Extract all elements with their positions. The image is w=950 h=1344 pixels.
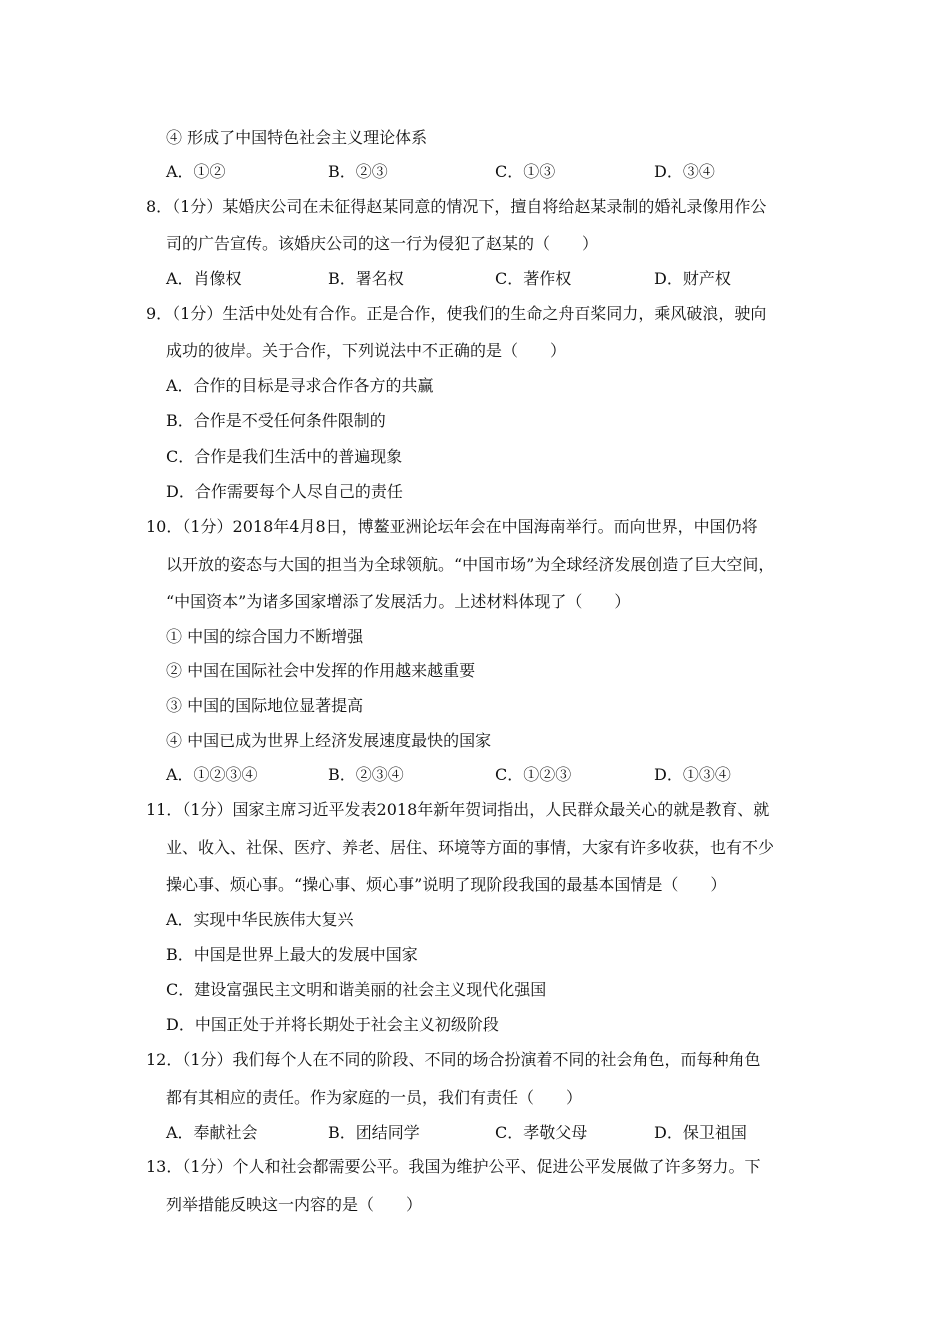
q13-stem-line-1: 13．（1分）个人和社会都需要公平。我国为维护公平、促进公平发展做了许多努力。下 — [146, 1157, 761, 1176]
q10-item-2: ② 中国在国际社会中发挥的作用越来越重要 — [166, 661, 476, 680]
q12-stem-line-1: 12．（1分）我们每个人在不同的阶段、不同的场合扮演着不同的社会角色，而每种角色 — [146, 1050, 761, 1069]
q9-stem-line-2: 成功的彼岸。关于合作，下列说法中不正确的是（ ） — [166, 341, 567, 360]
q7-item-4: ④ 形成了中国特色社会主义理论体系 — [166, 128, 428, 147]
q12-option-a: A．奉献社会 — [166, 1123, 258, 1142]
q11-stem-line-1: 11．（1分）国家主席习近平发表2018年新年贺词指出，人民群众最关心的就是教育、就 — [146, 800, 770, 819]
q11-stem-line-2: 业、收入、社保、医疗、养老、居住、环境等方面的事情，大家有许多收获，也有不少 — [166, 838, 775, 857]
q8-option-d: D．财产权 — [654, 269, 731, 288]
q12-option-d: D．保卫祖国 — [654, 1123, 747, 1142]
q12-stem-line-2: 都有其相应的责任。作为家庭的一员，我们有责任（ ） — [166, 1088, 583, 1107]
q10-option-a: A．①②③④ — [166, 765, 258, 784]
q7-option-a: A．①② — [166, 162, 226, 181]
q7-option-c: C．①③ — [495, 162, 556, 181]
q10-stem-line-1: 10．（1分）2018年4月8日，博鳌亚洲论坛年会在中国海南举行。而向世界，中国仍将 — [146, 517, 758, 536]
q10-item-1: ① 中国的综合国力不断增强 — [166, 627, 364, 646]
q10-stem-line-2: 以开放的姿态与大国的担当为全球领航。“中国市场”为全球经济发展创造了巨大空间， — [166, 555, 775, 574]
q9-option-b: B．合作是不受任何条件限制的 — [166, 411, 386, 430]
q9-stem-line-1: 9．（1分）生活中处处有合作。正是合作，使我们的生命之舟百桨同力，乘风破浪，驶向 — [146, 304, 767, 323]
q10-item-4: ④ 中国已成为世界上经济发展速度最快的国家 — [166, 731, 492, 750]
q11-option-a: A．实现中华民族伟大复兴 — [166, 910, 354, 929]
q7-option-b: B．②③ — [328, 162, 388, 181]
q11-option-c: C．建设富强民主文明和谐美丽的社会主义现代化强国 — [166, 980, 547, 999]
q10-option-b: B．②③④ — [328, 765, 404, 784]
q12-option-b: B．团结同学 — [328, 1123, 420, 1142]
q10-option-d: D．①③④ — [654, 765, 731, 784]
q10-stem-line-3: “中国资本”为诸多国家增添了发展活力。上述材料体现了（ ） — [166, 592, 631, 611]
q12-option-c: C．孝敬父母 — [495, 1123, 588, 1142]
q11-option-b: B．中国是世界上最大的发展中国家 — [166, 945, 418, 964]
q10-item-3: ③ 中国的国际地位显著提高 — [166, 696, 364, 715]
q9-option-c: C．合作是我们生活中的普遍现象 — [166, 447, 403, 466]
q8-option-b: B．署名权 — [328, 269, 404, 288]
q8-option-c: C．著作权 — [495, 269, 572, 288]
q9-option-d: D．合作需要每个人尽自己的责任 — [166, 482, 403, 501]
q13-stem-line-2: 列举措能反映这一内容的是（ ） — [166, 1195, 423, 1214]
q11-stem-line-3: 操心事、烦心事。“操心事、烦心事”说明了现阶段我国的最基本国情是（ ） — [166, 875, 727, 894]
q8-stem-line-2: 司的广告宣传。该婚庆公司的这一行为侵犯了赵某的（ ） — [166, 234, 599, 253]
q7-option-d: D．③④ — [654, 162, 715, 181]
q10-option-c: C．①②③ — [495, 765, 572, 784]
q8-stem-line-1: 8．（1分）某婚庆公司在未征得赵某同意的情况下，擅自将给赵某录制的婚礼录像用作公 — [146, 197, 767, 216]
q11-option-d: D．中国正处于并将长期处于社会主义初级阶段 — [166, 1015, 499, 1034]
q8-option-a: A．肖像权 — [166, 269, 242, 288]
q9-option-a: A．合作的目标是寻求合作各方的共赢 — [166, 376, 434, 395]
